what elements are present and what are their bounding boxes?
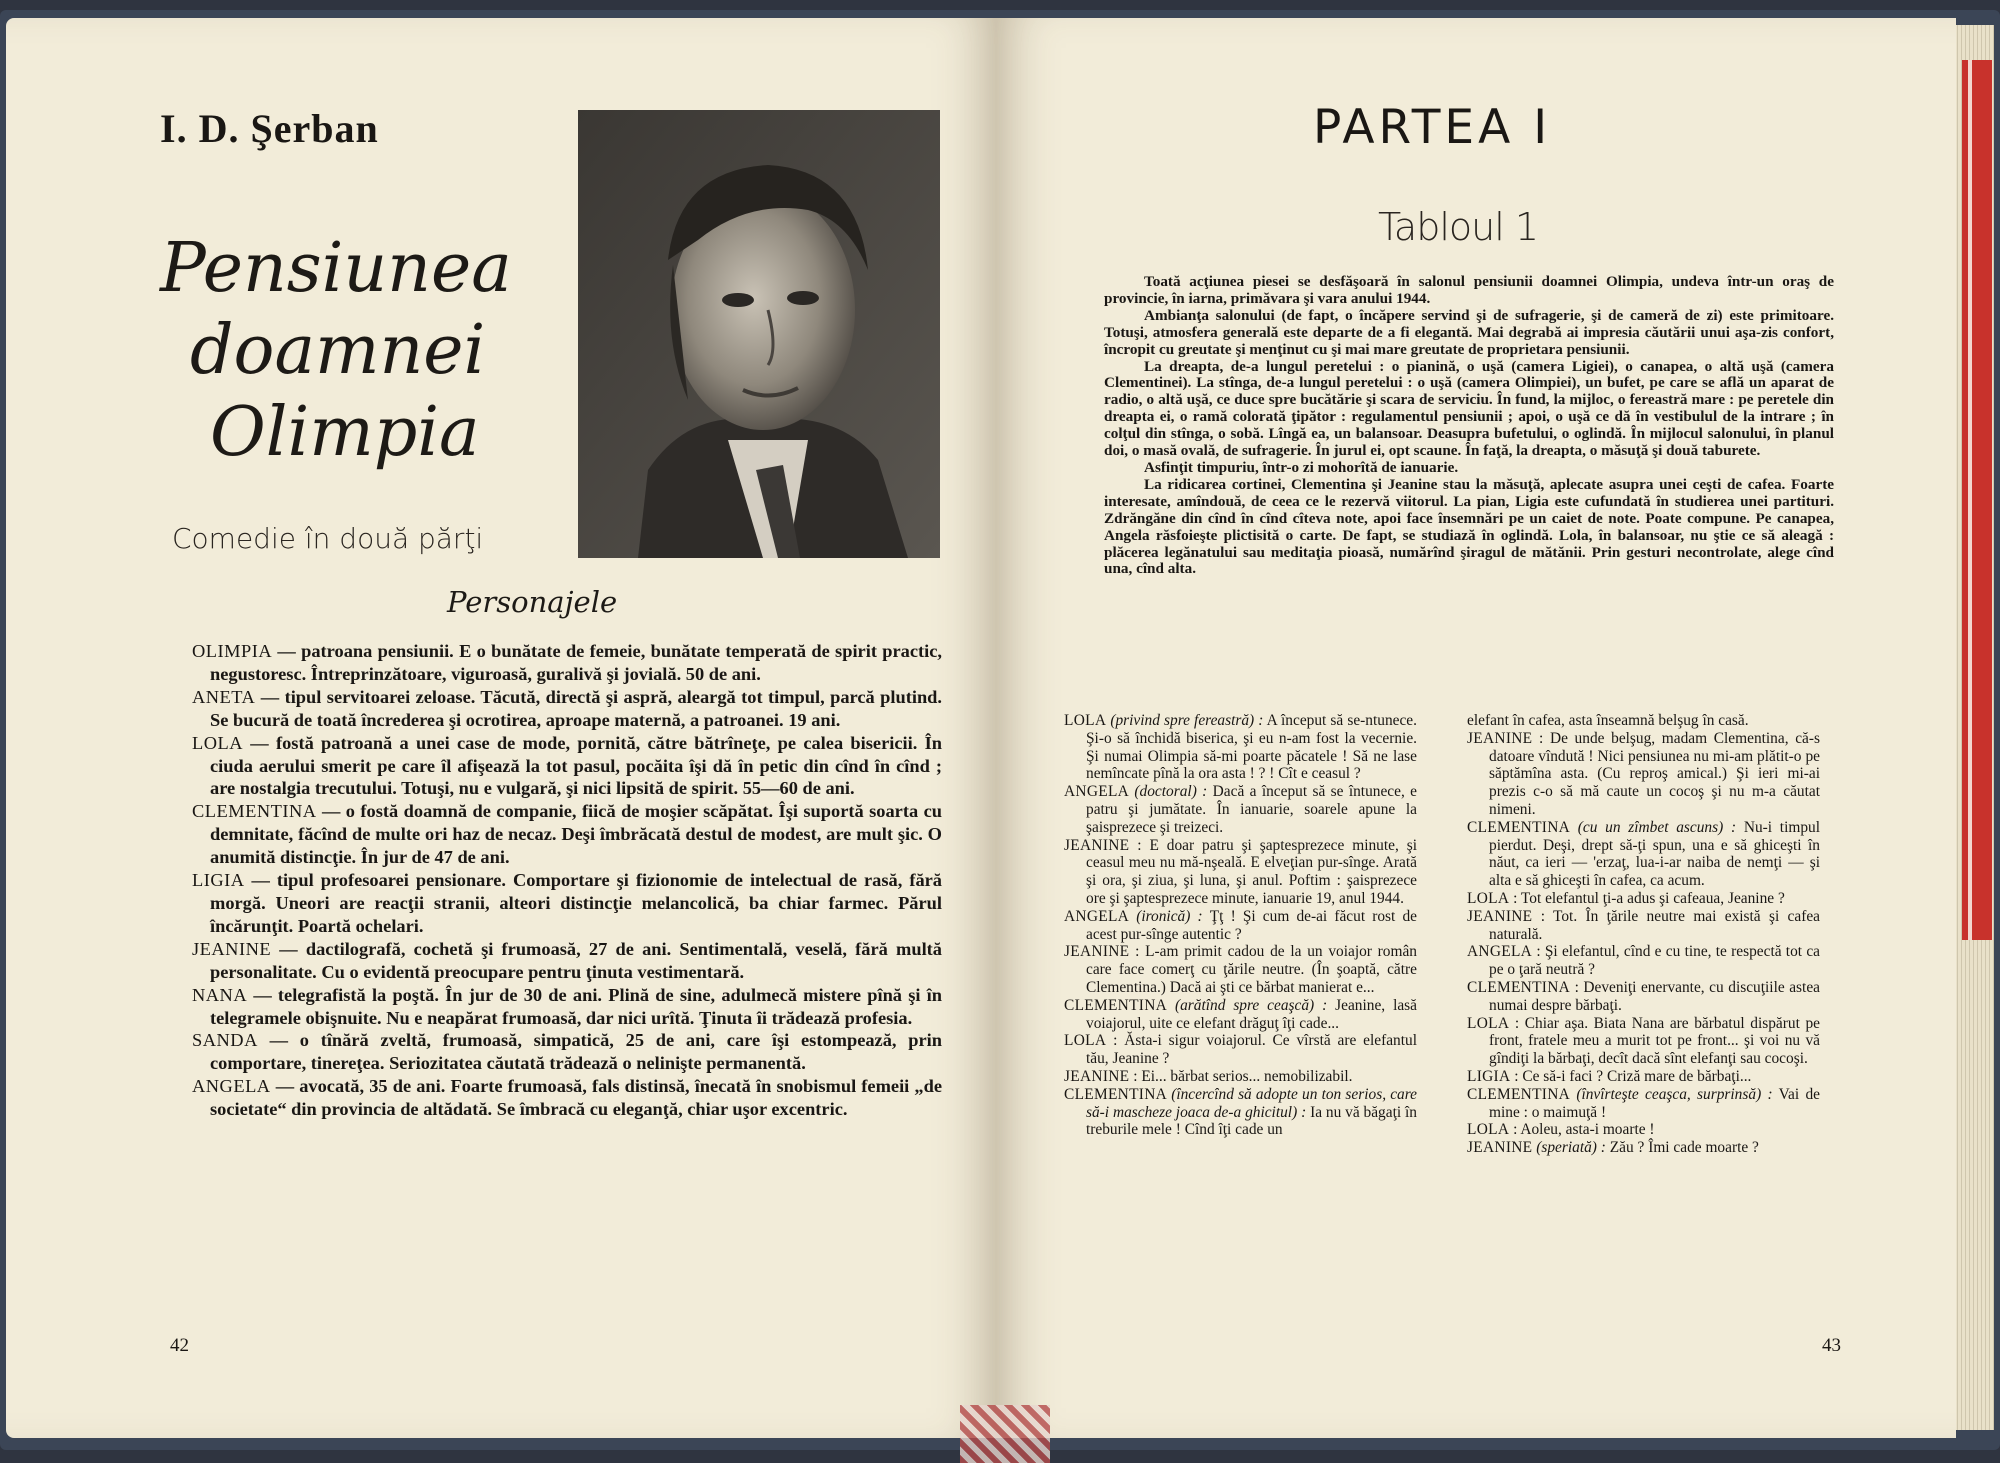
character-name: NANA [192, 984, 248, 1005]
stage-note: (arătînd spre ceaşcă) : [1167, 996, 1328, 1014]
line-text: : De unde belşug, madam Clementina, că-s datoare vîndută ! Nici pensiunea nu mi-am plătit-o pe săptămîna asta. (Cu reproş amical.) Şi ieri mi-ai prezis c-o să mă caute un cocoş şi nu m-a căutat nimeni. [1489, 729, 1820, 818]
speaker-name: LOLA [1467, 1121, 1510, 1139]
dialogue-line [1467, 712, 1820, 730]
dialogue-line [1064, 712, 1417, 783]
speaker-name: LOLA [1064, 1032, 1107, 1050]
play-title-line: Olimpia [210, 393, 480, 472]
line-text: Zău ? Îmi cade moarte ? [1605, 1139, 1759, 1157]
character-description: — o tînără zveltă, frumoasă, simpatică, 25 de ani, care îşi estompează, prin comportare, tinereţea. Seriozitatea căutată trădează o nelinişte permanentă. [210, 1030, 942, 1074]
speaker-name: CLEMENTINA [1064, 1085, 1168, 1103]
stage-direction-paragraph: Ambianţa salonului (de fapt, o încăpere servind şi de sufragerie, şi de cameră de zi) este primitoare. Totuşi, atmosfera generală este departe de a fi elegantă. Mai degrabă ai impresia căutării unui aşa-zis confort, încropit cu greutate şi menţinut cu şi mai mare greutate de proprietara pensiunii. [1104, 306, 1834, 358]
speaker-name: LOLA [1467, 889, 1510, 907]
stage-direction-paragraph: La ridicarea cortinei, Clementina şi Jeanine stau la măsuţă, aplecate asupra unei ceşti de cafea. Foarte interesate, amîndouă, de ceea ce le rezervă viitorul. La pian, Ligia este cufundată în studierea unei partituri. Zdrăngăne din cînd în cînd cîteva note, apoi face însemnări pe un caiet de note. Poate compune. Pe canapea, Angela răsfoieşte plictisită o carte. De fapt, se studiază în oglindă. Lola, în balansoar, nu ştie ce să aleagă : plăcerea legănatului sau meditaţia pioasă, numărînd şiragul de mătănii. Prin gesturi necontrolate, alege cînd una, cînd alta. [1104, 475, 1834, 578]
character-description: — o fostă doamnă de companie, fiică de moşier scăpătat. Îşi suportă soarta cu demnitate, făcînd de multe ori haz de necaz. Deşi îmbrăcată destul de modest, are mult şic. O anumită distincţie. În jur de 47 de ani. [210, 801, 942, 868]
character-entry [192, 640, 942, 686]
character-description: — patroana pensiunii. E o bunătate de femeie, bunătate temperată de spirit practic, negustoresc. Întreprinzătoare, viguroasă, guralivă şi jovială. 50 de ani. [210, 641, 942, 684]
portrait-image [578, 110, 940, 558]
character-description: — fostă patroană a unei case de mode, pornită, către bătrîneţe, pe calea bisericii. În ciuda aerului smerit pe care îl afişează la tot pasul, pocăita îşi dă în petic din cînd în cînd ; are nostalgia trecutului. Totuşi, nu e vulgară, şi nici lipsită de spirit. 55—60 de ani. [210, 732, 942, 799]
dialogue-line [1064, 1068, 1417, 1086]
character-name: SANDA [192, 1030, 258, 1051]
stage-note: (învîrteşte ceaşca, surprinsă) : [1570, 1085, 1773, 1103]
speaker-name: ANGELA [1064, 907, 1130, 925]
play-subtitle: Comedie în două părţi [172, 522, 484, 555]
speaker-name: CLEMENTINA [1467, 978, 1571, 996]
dialogue-line [1467, 908, 1820, 944]
character-entry [192, 869, 942, 938]
character-name: ANETA [192, 686, 256, 707]
character-name: LIGIA [192, 870, 245, 891]
dialogue-line [1467, 730, 1820, 819]
characters-heading: Personajele [447, 585, 618, 619]
speaker-name: LOLA [1064, 712, 1107, 729]
character-list [192, 640, 942, 1121]
line-text: : Ei... bărbat serios... nemobilizabil. [1129, 1067, 1353, 1085]
dialogue-line [1064, 997, 1417, 1033]
speaker-name: JEANINE [1467, 1139, 1533, 1157]
line-text: Jeanine, lasă voiajorul, uite ce elefant drăguţ îţi cade... [1086, 996, 1418, 1032]
tableau-title: Tabloul 1 [1378, 205, 1539, 249]
speaker-name: JEANINE [1467, 729, 1533, 747]
character-entry [192, 800, 942, 869]
red-bookmark-tab [1962, 60, 1992, 940]
dialogue-line [1467, 890, 1820, 908]
speaker-name: JEANINE [1064, 836, 1130, 854]
stage-direction-paragraph: La dreapta, de-a lungul peretelui : o pianină, o uşă (camera Ligiei), o canapea, o altă uşă (camera Clementinei). La stînga, de-a lungul peretelui : o uşă (camera Olimpiei), un bufet, pe care se află un aparat de radio, o altă uşă, ce duce spre bucătărie şi scara de serviciu. În fund, la mijloc, o fereastră mare : pe peretele din dreapta ei, o ramă colorată ţipător : regulamentul pensiunii ; apoi, o uşă ce dă în vestibulul de la intrare ; în colţul din stînga, o sobă. Lîngă ea, un balansoar. Deasupra bufetului, o oglindă. În mijlocul salonului, în planul doi, o masă ovală, de sufragerie. În jurul ei, opt scaune. În faţă, la dreapta, o măsuţă şi două taburete. [1104, 357, 1834, 460]
character-name: JEANINE [192, 938, 272, 959]
line-text: Dacă a început să se întunece, e patru şi jumătate. În ianuarie, soarele apune la şaisprezece şi treizeci. [1086, 783, 1417, 836]
character-description: — tipul profesoarei pensionare. Comportare şi fizionomie de intelectual de rasă, fără morgă. Uneori are reacţii stranii, alteori distincţie melancolică, ba chiar farmec. Părul încărunţit. Poartă ochelari. [210, 870, 942, 936]
dialogue-line [1467, 1015, 1820, 1068]
speaker-name: LIGIA [1467, 1067, 1511, 1085]
speaker-name: ANGELA [1467, 943, 1533, 961]
dialogue-line [1064, 908, 1417, 944]
line-text: A început să se-ntunece. Şi-o să închidă biserica, şi eu n-am fost la vecernie. Şi numai Olimpia să-mi poarte păcatele ! Să ne lase nemîncate pînă la ora asta ! ? ! Cît e ceasul ? [1086, 712, 1417, 783]
character-entry [192, 686, 942, 732]
stage-direction-paragraph: Toată acţiunea piesei se desfăşoară în salonul pensiunii doamnei Olimpia, undeva într-un oraş de provincie, în iarna, primăvara şi vara anului 1944. [1104, 273, 1834, 307]
line-text: Ţţ ! Şi cum de-ai făcut rost de acest pur-sînge autentic ? [1086, 907, 1417, 943]
line-text: : Tot. În ţările neutre mai există şi cafea naturală. [1489, 907, 1820, 943]
dialogue-line [1467, 943, 1820, 979]
line-text: : Tot elefantul ţi-a adus şi cafeaua, Jeanine ? [1509, 889, 1785, 907]
character-entry [192, 1075, 942, 1121]
line-text: : Ăsta-i sigur voiajorul. Ce vîrstă are elefantul tău, Jeanine ? [1086, 1032, 1417, 1068]
dialogue-line [1064, 783, 1417, 836]
speaker-name: LOLA [1467, 1014, 1510, 1032]
play-title-line: doamnei [190, 311, 486, 390]
line-text: Ia nu vă băgaţi în treburile mele ! Cînd îţi cade un [1086, 1103, 1417, 1139]
character-description: — dactilografă, cochetă şi frumoasă, 27 de ani. Sentimentală, veselă, fără multă personalitate. Cu o evidentă preocupare pentru ţinuta vestimentară. [210, 938, 942, 982]
speaker-name: ANGELA [1064, 783, 1130, 801]
play-title [160, 228, 580, 474]
stage-note: (încercînd să adopte un ton serios, care să-i mascheze joaca de-a ghicitul) : [1086, 1085, 1417, 1121]
character-name: OLIMPIA [192, 641, 273, 661]
character-entry [192, 938, 942, 984]
dialogue-line [1467, 1068, 1820, 1086]
line-text: Vai de mine : o maimuţă ! [1489, 1085, 1820, 1121]
stage-note: (ironică) : [1129, 907, 1203, 925]
character-name: ANGELA [192, 1076, 271, 1097]
dialogue-column-right [1467, 712, 1820, 1157]
dialogue-line [1467, 1121, 1820, 1139]
stage-note: (cu un zîmbet ascuns) : [1570, 818, 1737, 836]
line-text: : Ce să-i faci ? Criză mare de bărbaţi... [1510, 1067, 1752, 1085]
dialogue-line [1064, 943, 1417, 996]
line-text: Nu-i timpul pierdut. Deşi, drept să-ţi spun, una e să ghiceşti în năut, ca ieri — 'erzaţ, lua-i-ar naiba de nemţi — şi alta e să ghiceşti în cafea, ca acum. [1489, 818, 1820, 890]
character-name: LOLA [192, 732, 244, 753]
dialogue-line [1064, 837, 1417, 908]
line-text: : Chiar aşa. Biata Nana are bărbatul dispărut pe front, fratele meu a murit tot pe front... şi voi nu vă gîndiţi la bărbaţi, decît dacă sînt elefanţi sau cocoşi. [1489, 1014, 1820, 1068]
dialogue-line [1467, 1086, 1820, 1122]
dialogue-line [1467, 819, 1820, 890]
stage-directions [1104, 274, 1834, 578]
character-description: — avocată, 35 de ani. Foarte frumoasă, fals distinsă, înecată în snobismul femeii „de societate“ din provincia de altădată. Se îmbracă cu eleganţă, chiar uşor excentric. [210, 1076, 942, 1120]
line-text: : E doar patru şi şaptesprezece minute, şi ceasul meu nu mă-nşeală. E elveţian pur-sînge. Arată şi ora, şi ziua, şi luna, şi anul. Poftim : şaisprezece ore şi şaptesprezece minute, ianuarie 19, anul 1944. [1086, 836, 1417, 907]
stage-note: (speriată) : [1532, 1139, 1606, 1157]
dialogue-column-left [1064, 712, 1417, 1139]
line-text: : Şi elefantul, cînd e cu tine, te respectă tot ca pe o ţară neutră ? [1489, 943, 1820, 979]
stage-note: (privind spre fereastră) : [1106, 712, 1264, 729]
spine-cloth [960, 1405, 1050, 1463]
character-description: — telegrafistă la poştă. În jur de 30 de ani. Plină de sine, adulmecă mistere pînă şi în telegramele obişnuite. Nu e neapărat frumoasă, dar nici urîtă. Ţinuta îi trădează profesia. [210, 984, 942, 1028]
character-name: CLEMENTINA [192, 801, 317, 822]
line-text: : Aoleu, asta-i moarte ! [1509, 1121, 1655, 1139]
line-text: elefant în cafea, asta înseamnă belşug în casă. [1467, 712, 1749, 729]
page-number-right: 43 [1822, 1335, 1841, 1356]
author-name: I. D. Şerban [160, 106, 379, 151]
character-entry [192, 1029, 942, 1075]
dialogue-line [1467, 1139, 1820, 1157]
stage-note: (doctoral) : [1129, 783, 1208, 801]
page-number-left: 42 [170, 1335, 189, 1356]
character-description: — tipul servitoarei zeloase. Tăcută, directă şi aspră, aleargă tot timpul, parcă plutind. Se bucură de toată încrederea şi ocrotirea, aproape maternă, a patroanei. 19 ani. [210, 686, 942, 730]
speaker-name: JEANINE [1467, 907, 1533, 925]
speaker-name: CLEMENTINA [1467, 818, 1571, 836]
speaker-name: JEANINE [1064, 1067, 1130, 1085]
part-title: PARTEA I [1313, 100, 1552, 155]
speaker-name: JEANINE [1064, 943, 1130, 961]
character-entry [192, 984, 942, 1030]
speaker-name: CLEMENTINA [1467, 1085, 1571, 1103]
dialogue-line [1064, 1032, 1417, 1068]
stage-direction-paragraph: Asfinţit timpuriu, într-o zi mohorîtă de ianuarie. [1144, 458, 1459, 476]
author-portrait-photo [578, 110, 940, 558]
character-entry [192, 732, 942, 801]
dialogue-line [1064, 1086, 1417, 1139]
line-text: : L-am primit cadou de la un voiajor român care face comerţ cu ţările neutre. (În şoaptă, către Clementina.) Dacă ai şti ce bărbat manierat e... [1086, 943, 1417, 996]
speaker-name: CLEMENTINA [1064, 996, 1168, 1014]
line-text: : Deveniţi enervante, cu discuţiile astea numai despre bărbaţi. [1489, 978, 1820, 1014]
play-title-line: Pensiunea [160, 229, 512, 308]
dialogue-line [1467, 979, 1820, 1015]
